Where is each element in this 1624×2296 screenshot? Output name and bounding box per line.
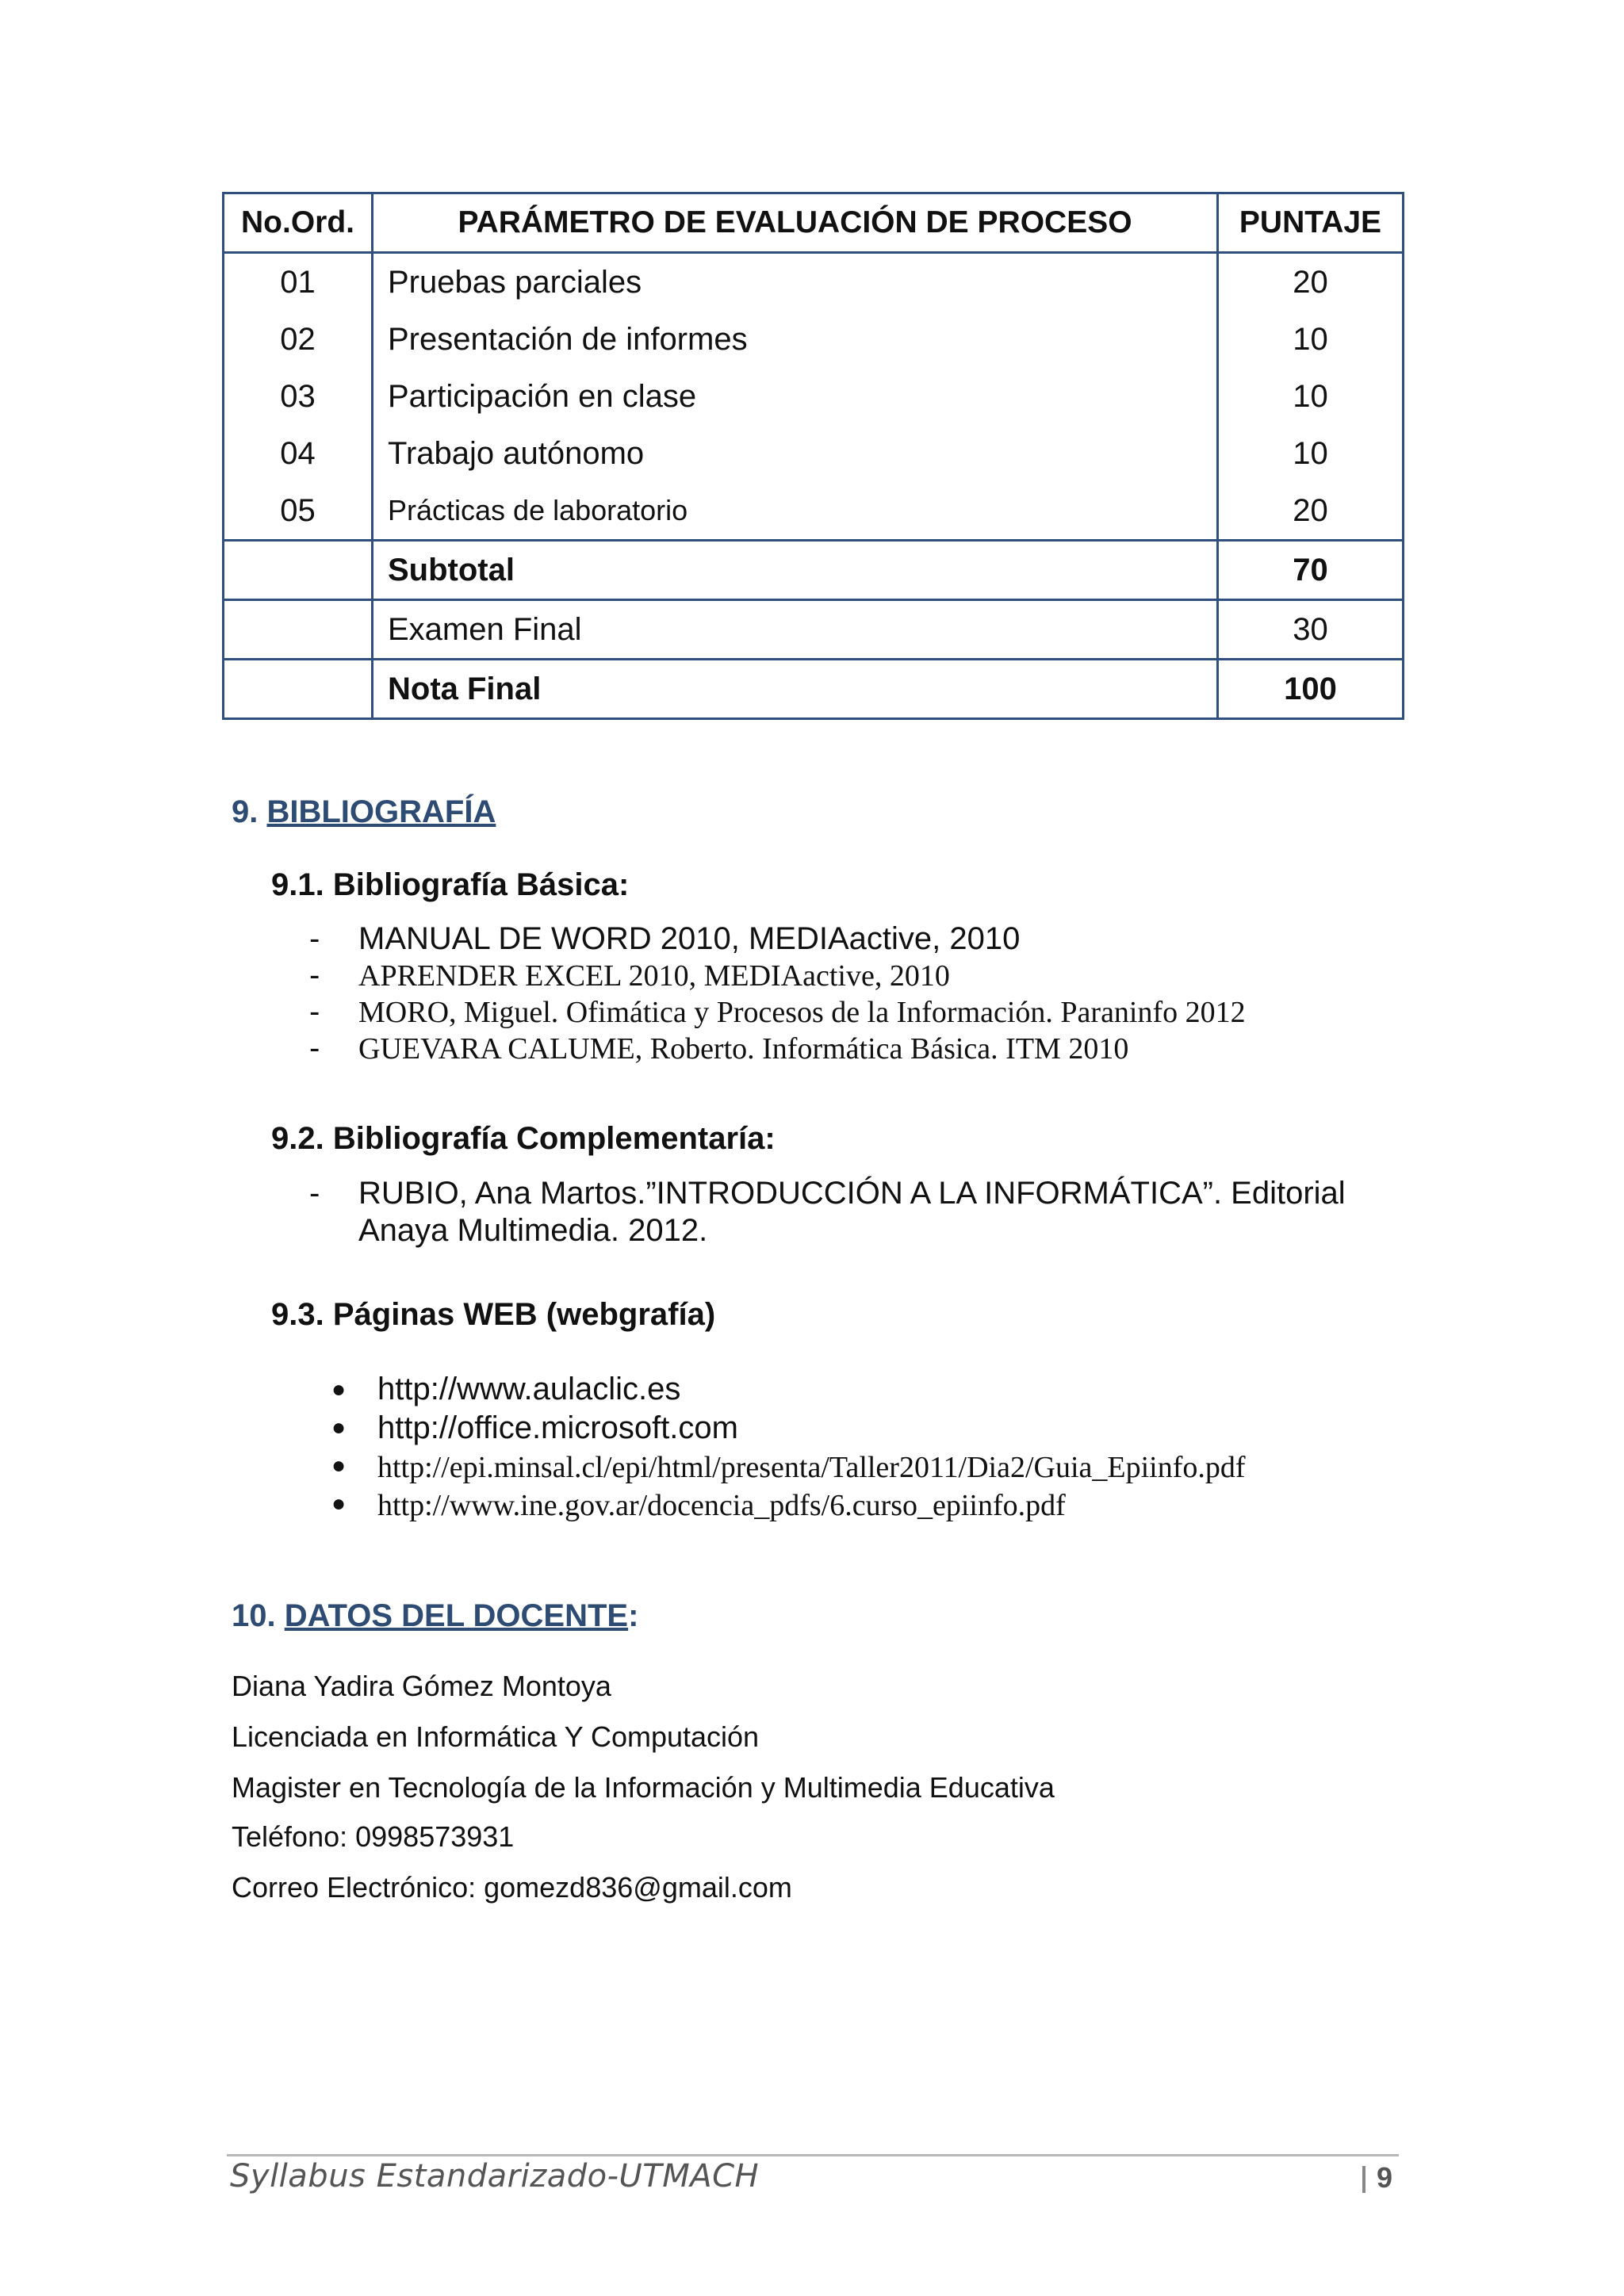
footer-page-separator: [1362, 2166, 1365, 2193]
row-pts: 20: [1218, 482, 1404, 541]
row-num: 03: [224, 368, 373, 425]
section-9-title: BIBLIOGRAFÍA: [266, 794, 496, 829]
web-link[interactable]: http://office.microsoft.com: [377, 1410, 738, 1445]
header-no-ord: No.Ord.: [224, 193, 373, 253]
row-num: 05: [224, 482, 373, 541]
teacher-masters: Magister en Tecnología de la Información y Multimedia Educativa: [232, 1771, 1055, 1804]
table-header-row: [224, 193, 1404, 253]
footer-divider: [227, 2154, 1399, 2156]
bullet-icon: ●: [331, 1490, 347, 1517]
bullet-icon: ●: [331, 1376, 347, 1402]
header-parametro: PARÁMETRO DE EVALUACIÓN DE PROCESO: [373, 193, 1218, 253]
row-pts: 20: [1218, 253, 1404, 312]
table-row: [224, 253, 1404, 312]
evaluation-table: [222, 192, 1404, 720]
row-num: 04: [224, 425, 373, 482]
list-item: MANUAL DE WORD 2010, MEDIAactive, 2010: [358, 921, 1021, 956]
row-num: 01: [224, 253, 373, 312]
complementary-bibliography-heading: 9.2. Bibliografía Complementaría:: [271, 1121, 776, 1156]
section-10-title: DATOS DEL DOCENTE: [284, 1598, 629, 1633]
teacher-degree: Licenciada en Informática Y Computación: [232, 1720, 760, 1753]
final-row: [224, 660, 1404, 719]
complementary-item-line2: Anaya Multimedia. 2012.: [358, 1213, 708, 1248]
bullet-icon: ●: [331, 1452, 347, 1479]
row-pts: 10: [1218, 311, 1404, 368]
teacher-phone: Teléfono: 0998573931: [232, 1820, 515, 1853]
footer-title: Syllabus Estandarizado-UTMACH: [230, 2158, 760, 2195]
header-puntaje: PUNTAJE: [1218, 193, 1404, 253]
web-link[interactable]: http://epi.minsal.cl/epi/html/presenta/Taller2011/Dia2/Guia_Epiinfo.pdf: [377, 1451, 1246, 1484]
basic-bibliography-heading: 9.1. Bibliografía Básica:: [271, 867, 630, 902]
row-pts: 10: [1218, 425, 1404, 482]
exam-row: [224, 600, 1404, 660]
section-9-heading: 9. BIBLIOGRAFÍA: [232, 794, 496, 829]
subtotal-pts: 70: [1218, 541, 1404, 600]
list-item: APRENDER EXCEL 2010, MEDIAactive, 2010: [358, 959, 950, 993]
bullet-icon: ●: [331, 1414, 347, 1441]
table-row: [224, 482, 1404, 541]
page-number: 9: [1377, 2161, 1393, 2194]
list-item: MORO, Miguel. Ofimática y Procesos de la Información. Paraninfo 2012: [358, 996, 1246, 1029]
web-pages-heading: 9.3. Páginas WEB (webgrafía): [271, 1297, 716, 1332]
subtotal-label: Subtotal: [373, 541, 1218, 600]
subtotal-row: [224, 541, 1404, 600]
table-row: [224, 425, 1404, 482]
row-param: Pruebas parciales: [373, 253, 1218, 312]
section-10-heading: 10. DATOS DEL DOCENTE:: [232, 1598, 639, 1633]
row-param: Trabajo autónomo: [373, 425, 1218, 482]
final-label: Nota Final: [373, 660, 1218, 719]
final-pts: 100: [1218, 660, 1404, 719]
teacher-email[interactable]: Correo Electrónico: gomezd836@gmail.com: [232, 1871, 792, 1904]
web-link[interactable]: http://www.ine.gov.ar/docencia_pdfs/6.curso_epiinfo.pdf: [377, 1489, 1066, 1522]
exam-pts: 30: [1218, 600, 1404, 660]
exam-label: Examen Final: [373, 600, 1218, 660]
table-row: [224, 311, 1404, 368]
teacher-name: Diana Yadira Gómez Montoya: [232, 1670, 611, 1702]
table-row: [224, 368, 1404, 425]
row-param: Prácticas de laboratorio: [373, 482, 1218, 541]
row-param: Presentación de informes: [373, 311, 1218, 368]
row-num: 02: [224, 311, 373, 368]
complementary-item-line1: RUBIO, Ana Martos.”INTRODUCCIÓN A LA INFORMÁTICA”. Editorial: [358, 1176, 1346, 1211]
web-link[interactable]: http://www.aulaclic.es: [377, 1372, 681, 1406]
row-param: Participación en clase: [373, 368, 1218, 425]
list-item: GUEVARA CALUME, Roberto. Informática Básica. ITM 2010: [358, 1032, 1129, 1066]
row-pts: 10: [1218, 368, 1404, 425]
